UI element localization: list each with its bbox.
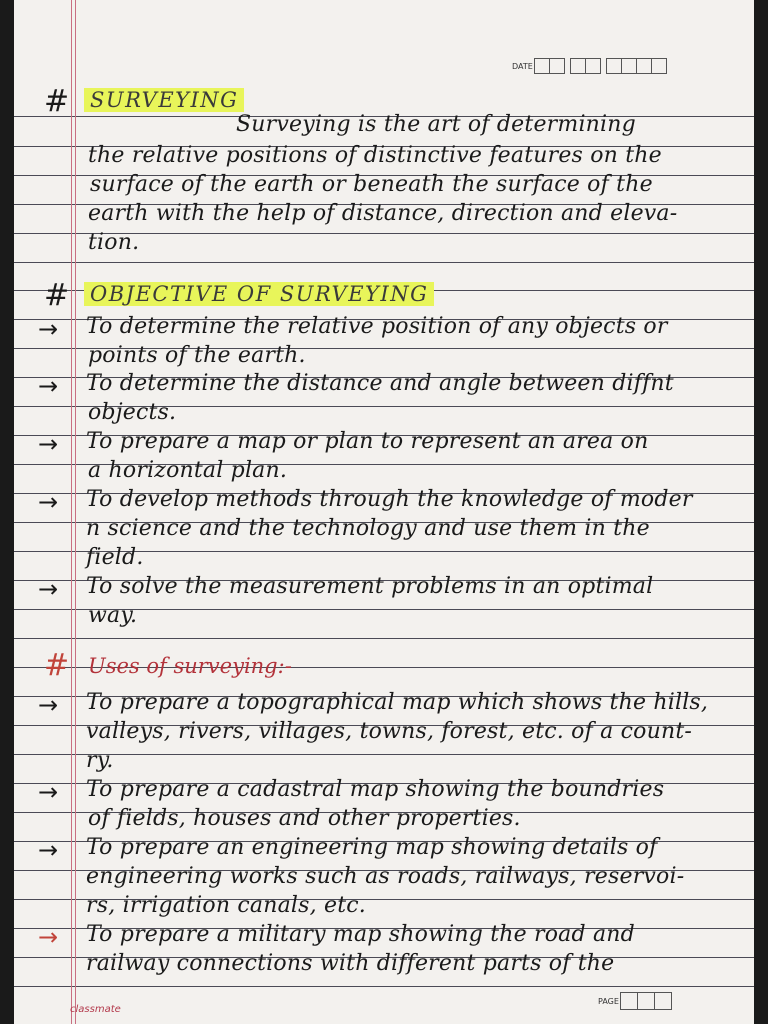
text-line: the relative positions of distinctive features on the — [88, 143, 662, 168]
text-line: objects. — [88, 400, 177, 425]
arrow-icon: → — [38, 923, 59, 951]
arrow-icon: → — [38, 315, 59, 343]
arrow-icon: → — [38, 691, 59, 719]
ruled-line — [14, 986, 754, 987]
hash-marker: # — [44, 648, 70, 683]
text-line: Surveying is the art of determining — [236, 112, 636, 137]
brand-logo: classmate — [70, 1004, 121, 1015]
text-line: To develop methods through the knowledge of moder — [86, 487, 693, 512]
margin-line — [71, 0, 72, 1024]
text-line: To prepare a military map showing the road and — [86, 922, 635, 947]
date-cell — [621, 58, 637, 74]
page-cell — [654, 992, 672, 1010]
date-cell — [570, 58, 586, 74]
date-cell — [606, 58, 622, 74]
text-line: points of the earth. — [88, 343, 306, 368]
ruled-line — [14, 638, 754, 639]
notebook-page — [14, 0, 754, 1024]
page-number-box — [598, 992, 672, 1010]
hash-marker: # — [44, 278, 70, 313]
page-label: PAGE — [598, 996, 619, 1006]
text-line: To determine the relative position of any objects or — [86, 314, 668, 339]
text-line: To prepare a cadastral map showing the boundries — [86, 777, 665, 802]
text-line: railway connections with different parts of the — [86, 951, 615, 976]
arrow-icon: → — [38, 372, 59, 400]
hash-marker: # — [44, 84, 70, 119]
text-line: engineering works such as roads, railways, reservoi- — [86, 864, 685, 889]
date-cell — [549, 58, 565, 74]
text-line: To prepare an engineering map showing details of — [86, 835, 658, 860]
date-box — [512, 56, 667, 76]
date-cell — [651, 58, 667, 74]
text-line: To solve the measurement problems in an optimal — [86, 574, 654, 599]
ruled-line — [14, 754, 754, 755]
date-cell — [636, 58, 652, 74]
text-line: rs, irrigation canals, etc. — [86, 893, 366, 918]
arrow-icon: → — [38, 575, 59, 603]
text-line: of fields, houses and other properties. — [88, 806, 521, 831]
date-cell — [585, 58, 601, 74]
text-line: To prepare a topographical map which shows the hills, — [86, 690, 709, 715]
text-line: To prepare a map or plan to represent an area on — [86, 429, 649, 454]
date-label: DATE — [512, 61, 533, 71]
arrow-icon: → — [38, 778, 59, 806]
text-line: way. — [88, 603, 138, 628]
margin-line — [75, 0, 76, 1024]
text-line: surface of the earth or beneath the surface of the — [90, 172, 653, 197]
text-line: n science and the technology and use them in the — [86, 516, 650, 541]
section-title-surveying: SURVEYING — [84, 88, 244, 112]
text-line: field. — [86, 545, 144, 570]
section-title-objective: OBJECTIVE OF SURVEYING — [84, 282, 434, 306]
arrow-icon: → — [38, 430, 59, 458]
page-cell — [637, 992, 655, 1010]
ruled-line — [14, 262, 754, 263]
arrow-icon: → — [38, 488, 59, 516]
text-line: To determine the distance and angle between diffnt — [86, 371, 674, 396]
text-line: a horizontal plan. — [88, 458, 288, 483]
text-line: tion. — [88, 230, 140, 255]
text-line: valleys, rivers, villages, towns, forest, etc. of a count- — [86, 719, 693, 744]
date-cell — [534, 58, 550, 74]
arrow-icon: → — [38, 836, 59, 864]
text-line: ry. — [86, 748, 114, 773]
text-line: earth with the help of distance, direction and eleva- — [88, 201, 678, 226]
section-title-uses: Uses of surveying:- — [88, 654, 292, 678]
page-cell — [620, 992, 638, 1010]
